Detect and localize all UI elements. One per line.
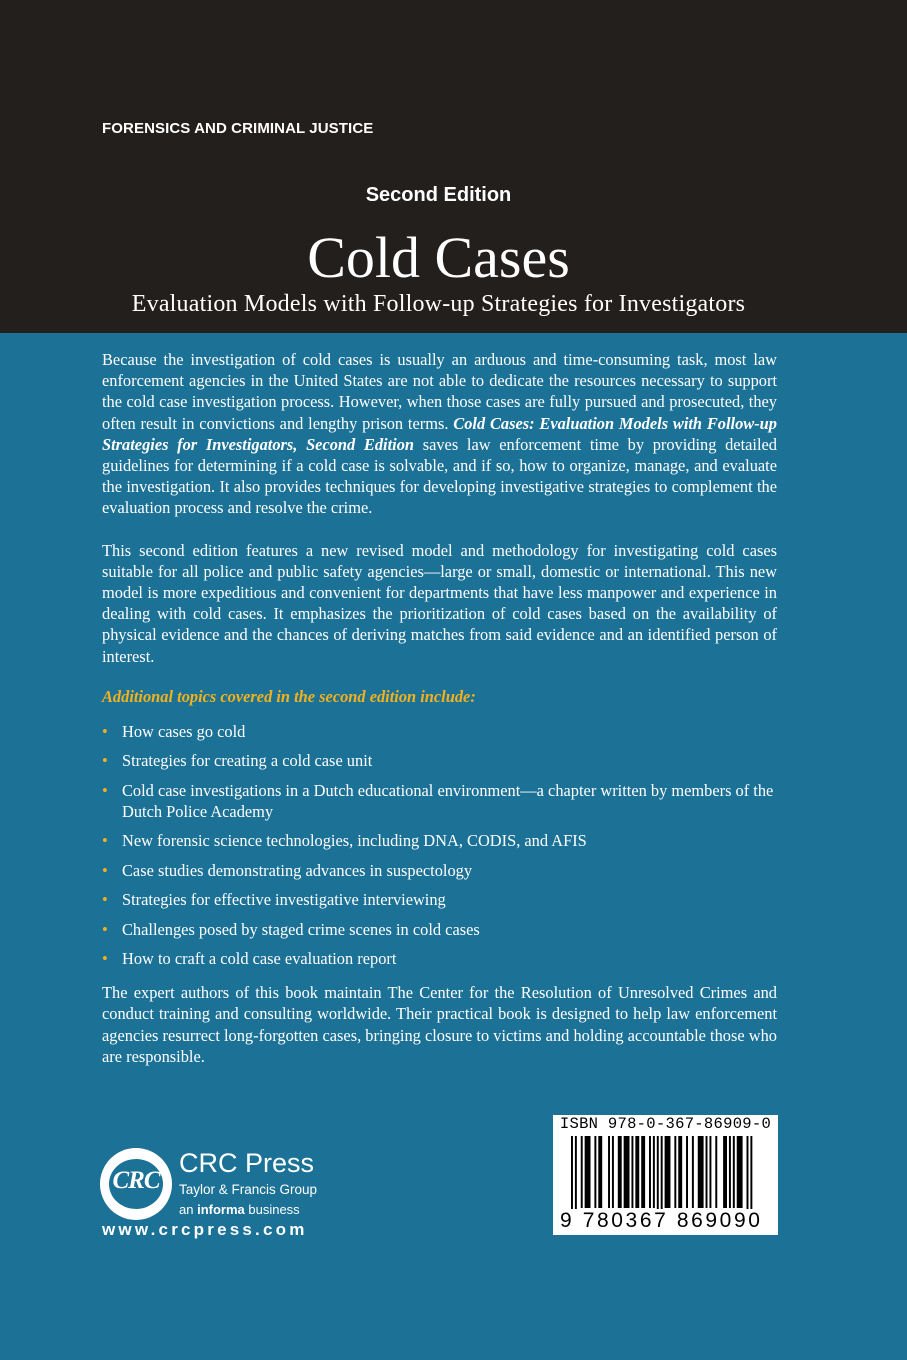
barcode-bar [649,1136,651,1208]
barcode-bar [698,1136,704,1208]
description-paragraph-2: This second edition features a new revised model and methodology for investigating cold cases suitable for all police and public safety agencies—large or small, domestic or international. This new model is more expeditious and convenient for departments that have less manpower and experience in dealing with cold cases. It emphasizes the prioritization of cold cases based on the availability of physical evidence and the chances of deriving matches from said evidence and an identified person of interest. [102,540,777,666]
edition-label: Second Edition [365,184,512,206]
crc-logo-icon [100,1148,172,1220]
informa-suffix: business [244,1202,300,1217]
barcode-bar [723,1136,727,1208]
publisher-group: Taylor & Francis Group [179,1182,318,1197]
barcode-bar [641,1136,645,1208]
topic-item: • Challenges posed by staged crime scenes in cold cases [102,919,777,940]
topic-item: • Case studies demonstrating advances in suspectology [102,860,777,881]
topic-item: • Strategies for creating a cold case unit [102,750,777,771]
barcode-bar [706,1136,708,1208]
barcode-bar [581,1136,583,1208]
topic-item: • New forensic science technologies, including DNA, CODIS, and AFIS [102,830,777,851]
publisher-informa [179,1202,300,1217]
crc-logo-text: CRC [112,1167,160,1194]
barcode-bar [692,1136,694,1208]
barcode-bar [635,1136,639,1208]
barcode-digits: 9 780367 869090 [560,1209,775,1233]
topic-item: • How to craft a cold case evaluation report [102,948,777,969]
book-title: Cold Cases [307,225,570,290]
informa-prefix: an [179,1202,198,1217]
publisher-name: CRC Press [179,1148,315,1178]
isbn-barcode [553,1115,778,1235]
barcode-bar [624,1136,630,1208]
publisher-url: www.crcpress.com [102,1220,308,1239]
barcode-bar [585,1136,591,1208]
description [102,349,777,1067]
p1-text-start: Because the investigation of cold cases is usually an arduous and time-consuming task, most law enforcement agencies in the United States are not able to dedicate the resources necessary to support the cold case investigation process. However, when those cases are fully pursued and prosecuted, they often result in convictions and lengthy prison terms. [102,350,777,433]
topic-item: • Cold case investigations in a Dutch educational environment—a chapter written by members of the Dutch Police Academy [102,780,777,822]
description-paragraph-4: The expert authors of this book maintain The Center for the Resolution of Unresolved Crimes and conduct training and consulting worldwide. Their practical book is designed to help law enforcement agencies resurrect long-forgotten cases, bringing closure to victims and holding accountable those who are responsible. [102,983,777,1066]
topics-heading: Additional topics covered in the second edition include: [102,686,476,706]
topics-list [102,721,777,969]
barcode-bar [686,1136,688,1208]
barcode-bar [733,1136,735,1208]
barcode-bar [612,1136,614,1208]
topic-item: • How cases go cold [102,721,777,742]
barcode-bar [618,1136,622,1208]
barcode-bar [674,1136,676,1208]
barcode-bar [678,1136,682,1208]
description-paragraph-1 [102,349,777,519]
isbn-label: ISBN 978-0-367-86909-0 [559,1115,772,1133]
p1-text-end: saves law enforcement time by providing detailed guidelines for determining if a cold case is solvable, and if so, how to organize, manage, and evaluate the investigation. It also provides techniques for developing investigative strategies to complement the evaluation process and resolve the crime. [102,434,777,518]
barcode-bar [598,1136,602,1208]
series-label: FORENSICS AND CRIMINAL JUSTICE [102,120,374,137]
barcode-bar [653,1136,655,1208]
barcode-bar [631,1136,633,1208]
p1-book-title: Cold Cases: Evaluation Models with Follow-up Strategies for Investigators, Second Edition [102,413,777,454]
barcode-bar [709,1136,711,1208]
informa-bold: informa [197,1202,245,1217]
barcode-bar [737,1136,743,1208]
barcode-bar [594,1136,596,1208]
barcode-bar [665,1136,671,1208]
header-band [0,0,907,333]
book-subtitle: Evaluation Models with Follow-up Strategies for Investigators [131,291,746,317]
topic-item: • Strategies for effective investigative interviewing [102,889,777,910]
barcode-bar [715,1136,717,1208]
barcode-bar [729,1136,731,1208]
barcode-bar [608,1136,610,1208]
